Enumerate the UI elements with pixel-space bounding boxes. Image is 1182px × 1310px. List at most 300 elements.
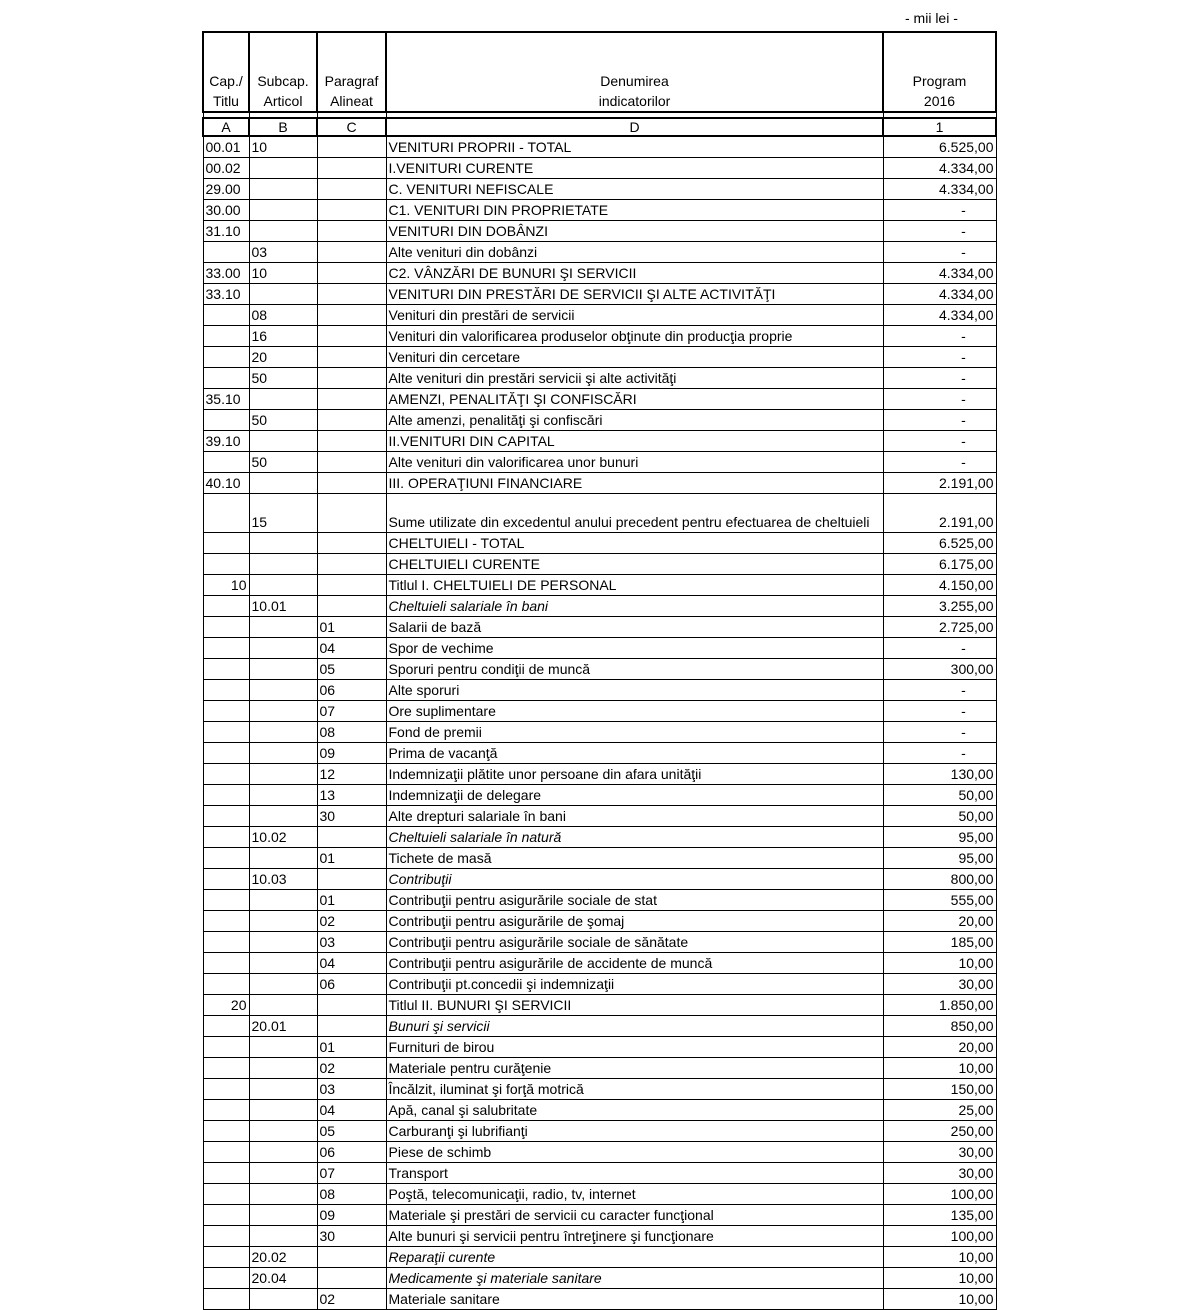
- table-row: [203, 221, 996, 242]
- denumirea-cell: III. OPERAŢIUNI FINANCIARE: [386, 473, 883, 494]
- denumirea-cell: Materiale pentru curăţenie: [386, 1058, 883, 1079]
- paragraf-alineat-cell: 05: [317, 659, 386, 680]
- cap-titlu-cell: [203, 1289, 249, 1310]
- paragraf-alineat-cell: 09: [317, 743, 386, 764]
- cap-titlu-cell: 31.10: [203, 221, 249, 242]
- paragraf-alineat-cell: [317, 1247, 386, 1268]
- subcap-articol-cell: 10.02: [249, 827, 317, 848]
- table-row: [203, 1247, 996, 1268]
- table-row: [203, 764, 996, 785]
- table-row: [203, 806, 996, 827]
- paragraf-alineat-cell: 07: [317, 1163, 386, 1184]
- subcap-articol-cell: 15: [249, 494, 317, 533]
- denumirea-cell: Alte amenzi, penalităţi şi confiscări: [386, 410, 883, 431]
- program-value-cell: 6.175,00: [883, 554, 996, 575]
- denumirea-cell: Contribuţii pt.concedii şi indemnizaţii: [386, 974, 883, 995]
- program-value-cell: 4.334,00: [883, 263, 996, 284]
- subcap-articol-cell: 08: [249, 305, 317, 326]
- paragraf-alineat-cell: 04: [317, 638, 386, 659]
- header-row: [203, 32, 996, 112]
- subcap-articol-cell: [249, 890, 317, 911]
- denumirea-cell: Alte drepturi salariale în bani: [386, 806, 883, 827]
- cap-titlu-cell: [203, 659, 249, 680]
- denumirea-cell: Alte venituri din dobânzi: [386, 242, 883, 263]
- paragraf-alineat-cell: [317, 869, 386, 890]
- program-value-cell: 150,00: [883, 1079, 996, 1100]
- table-row: [203, 743, 996, 764]
- cap-titlu-cell: [203, 1121, 249, 1142]
- denumirea-cell: Carburanţi şi lubrifianţi: [386, 1121, 883, 1142]
- denumirea-cell: Furnituri de birou: [386, 1037, 883, 1058]
- denumirea-cell: Sporuri pentru condiţii de muncă: [386, 659, 883, 680]
- table-row: [203, 1163, 996, 1184]
- table-row: [203, 284, 996, 305]
- header-subcap-articol: Subcap. Articol: [249, 32, 317, 112]
- table-row: [203, 494, 996, 533]
- program-value-cell: -: [883, 701, 996, 722]
- subcap-articol-cell: [249, 848, 317, 869]
- cap-titlu-cell: [203, 764, 249, 785]
- cap-titlu-cell: [203, 452, 249, 473]
- cap-titlu-cell: 39.10: [203, 431, 249, 452]
- cap-titlu-cell: [203, 701, 249, 722]
- paragraf-alineat-cell: 03: [317, 932, 386, 953]
- table-row: [203, 848, 996, 869]
- denumirea-cell: Spor de vechime: [386, 638, 883, 659]
- program-value-cell: 30,00: [883, 974, 996, 995]
- table-row: [203, 911, 996, 932]
- program-value-cell: -: [883, 431, 996, 452]
- program-value-cell: 95,00: [883, 827, 996, 848]
- cap-titlu-cell: [203, 617, 249, 638]
- subcap-articol-cell: 20.01: [249, 1016, 317, 1037]
- subcap-articol-cell: [249, 533, 317, 554]
- denumirea-cell: VENITURI DIN PRESTĂRI DE SERVICII ŞI ALTE ACTIVITĂŢI: [386, 284, 883, 305]
- subcap-articol-cell: [249, 389, 317, 410]
- denumirea-cell: Venituri din prestări de servicii: [386, 305, 883, 326]
- paragraf-alineat-cell: 06: [317, 974, 386, 995]
- subcap-articol-cell: [249, 743, 317, 764]
- paragraf-alineat-cell: 04: [317, 1100, 386, 1121]
- cap-titlu-cell: [203, 785, 249, 806]
- table-row: [203, 869, 996, 890]
- table-row: [203, 305, 996, 326]
- denumirea-cell: I.VENITURI CURENTE: [386, 158, 883, 179]
- paragraf-alineat-cell: [317, 242, 386, 263]
- program-value-cell: 10,00: [883, 1268, 996, 1289]
- subcap-articol-cell: [249, 431, 317, 452]
- table-row: [203, 410, 996, 431]
- paragraf-alineat-cell: 09: [317, 1205, 386, 1226]
- subcap-articol-cell: [249, 932, 317, 953]
- subcap-articol-cell: [249, 1058, 317, 1079]
- subcap-articol-cell: [249, 1079, 317, 1100]
- denumirea-cell: Indemnizaţii plătite unor persoane din afara unităţii: [386, 764, 883, 785]
- paragraf-alineat-cell: 01: [317, 1037, 386, 1058]
- column-letter-row: [203, 118, 996, 136]
- subcap-articol-cell: [249, 680, 317, 701]
- denumirea-cell: CHELTUIELI - TOTAL: [386, 533, 883, 554]
- cap-titlu-cell: 40.10: [203, 473, 249, 494]
- program-value-cell: 850,00: [883, 1016, 996, 1037]
- table-row: [203, 1016, 996, 1037]
- paragraf-alineat-cell: [317, 995, 386, 1016]
- denumirea-cell: Încălzit, iluminat şi forţă motrică: [386, 1079, 883, 1100]
- cap-titlu-cell: [203, 305, 249, 326]
- paragraf-alineat-cell: 07: [317, 701, 386, 722]
- cap-titlu-cell: 30.00: [203, 200, 249, 221]
- table-body: [203, 136, 996, 1310]
- cap-titlu-cell: [203, 1268, 249, 1289]
- denumirea-cell: VENITURI PROPRII - TOTAL: [386, 136, 883, 158]
- cap-titlu-cell: [203, 827, 249, 848]
- program-value-cell: 2.191,00: [883, 473, 996, 494]
- paragraf-alineat-cell: [317, 347, 386, 368]
- program-value-cell: -: [883, 389, 996, 410]
- denumirea-cell: Tichete de masă: [386, 848, 883, 869]
- program-value-cell: -: [883, 200, 996, 221]
- table-row: [203, 1184, 996, 1205]
- subcap-articol-cell: [249, 575, 317, 596]
- table-row: [203, 575, 996, 596]
- denumirea-cell: Piese de schimb: [386, 1142, 883, 1163]
- paragraf-alineat-cell: [317, 263, 386, 284]
- table-row: [203, 1079, 996, 1100]
- cap-titlu-cell: [203, 722, 249, 743]
- paragraf-alineat-cell: [317, 554, 386, 575]
- denumirea-cell: C1. VENITURI DIN PROPRIETATE: [386, 200, 883, 221]
- program-value-cell: 6.525,00: [883, 533, 996, 554]
- paragraf-alineat-cell: 06: [317, 1142, 386, 1163]
- paragraf-alineat-cell: [317, 158, 386, 179]
- subcap-articol-cell: [249, 764, 317, 785]
- cap-titlu-cell: [203, 1184, 249, 1205]
- subcap-articol-cell: [249, 1226, 317, 1247]
- cap-titlu-cell: [203, 911, 249, 932]
- program-value-cell: 10,00: [883, 953, 996, 974]
- cap-titlu-cell: 20: [203, 995, 249, 1016]
- denumirea-cell: Medicamente şi materiale sanitare: [386, 1268, 883, 1289]
- cap-titlu-cell: [203, 1142, 249, 1163]
- denumirea-cell: Bunuri şi servicii: [386, 1016, 883, 1037]
- table-row: [203, 389, 996, 410]
- subcap-articol-cell: [249, 953, 317, 974]
- paragraf-alineat-cell: [317, 473, 386, 494]
- subcap-articol-cell: 16: [249, 326, 317, 347]
- program-value-cell: 30,00: [883, 1142, 996, 1163]
- denumirea-cell: Contribuţii: [386, 869, 883, 890]
- cap-titlu-cell: [203, 974, 249, 995]
- letter-c: C: [317, 118, 386, 136]
- budget-table: [202, 31, 997, 1310]
- subcap-articol-cell: [249, 638, 317, 659]
- program-value-cell: -: [883, 452, 996, 473]
- denumirea-cell: VENITURI DIN DOBÂNZI: [386, 221, 883, 242]
- cap-titlu-cell: [203, 1100, 249, 1121]
- program-value-cell: 20,00: [883, 911, 996, 932]
- denumirea-cell: Fond de premii: [386, 722, 883, 743]
- denumirea-cell: Salarii de bază: [386, 617, 883, 638]
- subcap-articol-cell: [249, 473, 317, 494]
- subcap-articol-cell: 20: [249, 347, 317, 368]
- paragraf-alineat-cell: 05: [317, 1121, 386, 1142]
- cap-titlu-cell: [203, 596, 249, 617]
- program-value-cell: 10,00: [883, 1058, 996, 1079]
- table-row: [203, 179, 996, 200]
- program-value-cell: 185,00: [883, 932, 996, 953]
- cap-titlu-cell: [203, 554, 249, 575]
- paragraf-alineat-cell: [317, 221, 386, 242]
- denumirea-cell: Materiale şi prestări de servicii cu caracter funcţional: [386, 1205, 883, 1226]
- cap-titlu-cell: [203, 410, 249, 431]
- denumirea-cell: Cheltuieli salariale în bani: [386, 596, 883, 617]
- subcap-articol-cell: [249, 974, 317, 995]
- cap-titlu-cell: [203, 638, 249, 659]
- cap-titlu-cell: [203, 1037, 249, 1058]
- subcap-articol-cell: [249, 785, 317, 806]
- subcap-articol-cell: [249, 284, 317, 305]
- paragraf-alineat-cell: [317, 494, 386, 533]
- subcap-articol-cell: [249, 617, 317, 638]
- denumirea-cell: Cheltuieli salariale în natură: [386, 827, 883, 848]
- program-value-cell: 50,00: [883, 785, 996, 806]
- cap-titlu-cell: [203, 932, 249, 953]
- program-value-cell: -: [883, 368, 996, 389]
- subcap-articol-cell: [249, 1163, 317, 1184]
- table-row: [203, 722, 996, 743]
- table-row: [203, 431, 996, 452]
- denumirea-cell: Indemnizaţii de delegare: [386, 785, 883, 806]
- subcap-articol-cell: 50: [249, 410, 317, 431]
- program-value-cell: 6.525,00: [883, 136, 996, 158]
- program-value-cell: 2.191,00: [883, 494, 996, 533]
- program-value-cell: 555,00: [883, 890, 996, 911]
- denumirea-cell: Apă, canal şi salubritate: [386, 1100, 883, 1121]
- program-value-cell: 250,00: [883, 1121, 996, 1142]
- paragraf-alineat-cell: [317, 368, 386, 389]
- program-value-cell: 20,00: [883, 1037, 996, 1058]
- paragraf-alineat-cell: [317, 452, 386, 473]
- paragraf-alineat-cell: 03: [317, 1079, 386, 1100]
- table-row: [203, 200, 996, 221]
- program-value-cell: 3.255,00: [883, 596, 996, 617]
- paragraf-alineat-cell: 01: [317, 890, 386, 911]
- cap-titlu-cell: 00.02: [203, 158, 249, 179]
- paragraf-alineat-cell: 06: [317, 680, 386, 701]
- denumirea-cell: CHELTUIELI CURENTE: [386, 554, 883, 575]
- paragraf-alineat-cell: [317, 200, 386, 221]
- paragraf-alineat-cell: [317, 136, 386, 158]
- paragraf-alineat-cell: 08: [317, 722, 386, 743]
- denumirea-cell: AMENZI, PENALITĂŢI ŞI CONFISCĂRI: [386, 389, 883, 410]
- table-row: [203, 368, 996, 389]
- subcap-articol-cell: [249, 1205, 317, 1226]
- program-value-cell: 30,00: [883, 1163, 996, 1184]
- paragraf-alineat-cell: 02: [317, 911, 386, 932]
- subcap-articol-cell: [249, 722, 317, 743]
- paragraf-alineat-cell: [317, 596, 386, 617]
- denumirea-cell: Titlul II. BUNURI ŞI SERVICII: [386, 995, 883, 1016]
- table-row: [203, 1100, 996, 1121]
- paragraf-alineat-cell: [317, 410, 386, 431]
- denumirea-cell: Alte venituri din valorificarea unor bunuri: [386, 452, 883, 473]
- header-program: Program 2016: [883, 32, 996, 112]
- table-row: [203, 827, 996, 848]
- paragraf-alineat-cell: [317, 575, 386, 596]
- paragraf-alineat-cell: 01: [317, 617, 386, 638]
- denumirea-cell: Sume utilizate din excedentul anului precedent pentru efectuarea de cheltuieli: [386, 494, 883, 533]
- denumirea-cell: Titlul I. CHELTUIELI DE PERSONAL: [386, 575, 883, 596]
- table-row: [203, 1058, 996, 1079]
- table-row: [203, 473, 996, 494]
- cap-titlu-cell: [203, 1058, 249, 1079]
- program-value-cell: 95,00: [883, 848, 996, 869]
- cap-titlu-cell: [203, 869, 249, 890]
- cap-titlu-cell: [203, 368, 249, 389]
- cap-titlu-cell: 00.01: [203, 136, 249, 158]
- cap-titlu-cell: [203, 953, 249, 974]
- paragraf-alineat-cell: [317, 326, 386, 347]
- table-row: [203, 1289, 996, 1310]
- program-value-cell: 50,00: [883, 806, 996, 827]
- table-row: [203, 1142, 996, 1163]
- subcap-articol-cell: [249, 1121, 317, 1142]
- subcap-articol-cell: [249, 701, 317, 722]
- subcap-articol-cell: [249, 1289, 317, 1310]
- denumirea-cell: Alte bunuri şi servicii pentru întreţinere şi funcţionare: [386, 1226, 883, 1247]
- table-row: [203, 533, 996, 554]
- paragraf-alineat-cell: [317, 389, 386, 410]
- subcap-articol-cell: 10: [249, 136, 317, 158]
- cap-titlu-cell: [203, 890, 249, 911]
- paragraf-alineat-cell: 13: [317, 785, 386, 806]
- paragraf-alineat-cell: 30: [317, 806, 386, 827]
- subcap-articol-cell: 20.02: [249, 1247, 317, 1268]
- program-value-cell: -: [883, 680, 996, 701]
- table-row: [203, 701, 996, 722]
- cap-titlu-cell: 35.10: [203, 389, 249, 410]
- paragraf-alineat-cell: [317, 1268, 386, 1289]
- table-row: [203, 890, 996, 911]
- program-value-cell: -: [883, 743, 996, 764]
- table-row: [203, 158, 996, 179]
- table-row: [203, 932, 996, 953]
- table-row: [203, 554, 996, 575]
- program-value-cell: 2.725,00: [883, 617, 996, 638]
- subcap-articol-cell: [249, 995, 317, 1016]
- subcap-articol-cell: 20.04: [249, 1268, 317, 1289]
- denumirea-cell: Prima de vacanţă: [386, 743, 883, 764]
- program-value-cell: 1.850,00: [883, 995, 996, 1016]
- program-value-cell: -: [883, 347, 996, 368]
- cap-titlu-cell: [203, 533, 249, 554]
- denumirea-cell: Materiale sanitare: [386, 1289, 883, 1310]
- program-value-cell: 4.150,00: [883, 575, 996, 596]
- denumirea-cell: II.VENITURI DIN CAPITAL: [386, 431, 883, 452]
- table-row: [203, 785, 996, 806]
- header-paragraf-alineat: Paragraf Alineat: [317, 32, 386, 112]
- subcap-articol-cell: [249, 911, 317, 932]
- denumirea-cell: Alte venituri din prestări servicii şi alte activităţi: [386, 368, 883, 389]
- program-value-cell: 300,00: [883, 659, 996, 680]
- table-row: [203, 953, 996, 974]
- denumirea-cell: Contribuţii pentru asigurările de accidente de muncă: [386, 953, 883, 974]
- paragraf-alineat-cell: [317, 533, 386, 554]
- subcap-articol-cell: [249, 1184, 317, 1205]
- program-value-cell: 4.334,00: [883, 158, 996, 179]
- subcap-articol-cell: [249, 158, 317, 179]
- program-value-cell: 100,00: [883, 1184, 996, 1205]
- paragraf-alineat-cell: 08: [317, 1184, 386, 1205]
- program-value-cell: -: [883, 638, 996, 659]
- subcap-articol-cell: 50: [249, 368, 317, 389]
- table-row: [203, 617, 996, 638]
- program-value-cell: 10,00: [883, 1289, 996, 1310]
- cap-titlu-cell: [203, 494, 249, 533]
- program-value-cell: 25,00: [883, 1100, 996, 1121]
- subcap-articol-cell: [249, 200, 317, 221]
- table-row: [203, 659, 996, 680]
- paragraf-alineat-cell: 02: [317, 1289, 386, 1310]
- letter-b: B: [249, 118, 317, 136]
- denumirea-cell: C. VENITURI NEFISCALE: [386, 179, 883, 200]
- denumirea-cell: Transport: [386, 1163, 883, 1184]
- table-row: [203, 680, 996, 701]
- letter-a: A: [203, 118, 249, 136]
- subcap-articol-cell: [249, 179, 317, 200]
- subcap-articol-cell: [249, 554, 317, 575]
- subcap-articol-cell: 10.01: [249, 596, 317, 617]
- table-row: [203, 638, 996, 659]
- denumirea-cell: Contribuţii pentru asigurările de şomaj: [386, 911, 883, 932]
- program-value-cell: -: [883, 326, 996, 347]
- paragraf-alineat-cell: [317, 179, 386, 200]
- cap-titlu-cell: 33.10: [203, 284, 249, 305]
- cap-titlu-cell: [203, 806, 249, 827]
- paragraf-alineat-cell: 01: [317, 848, 386, 869]
- subcap-articol-cell: 50: [249, 452, 317, 473]
- denumirea-cell: Contribuţii pentru asigurările sociale de stat: [386, 890, 883, 911]
- header-denumirea: Denumirea indicatorilor: [386, 32, 883, 112]
- letter-1: 1: [883, 118, 996, 136]
- paragraf-alineat-cell: [317, 1016, 386, 1037]
- denumirea-cell: Alte sporuri: [386, 680, 883, 701]
- subcap-articol-cell: [249, 221, 317, 242]
- paragraf-alineat-cell: 30: [317, 1226, 386, 1247]
- table-row: [203, 1226, 996, 1247]
- table-row: [203, 326, 996, 347]
- table-row: [203, 347, 996, 368]
- table-row: [203, 263, 996, 284]
- program-value-cell: -: [883, 410, 996, 431]
- subcap-articol-cell: 10: [249, 263, 317, 284]
- subcap-articol-cell: [249, 806, 317, 827]
- paragraf-alineat-cell: 04: [317, 953, 386, 974]
- denumirea-cell: Venituri din valorificarea produselor obţinute din producţia proprie: [386, 326, 883, 347]
- cap-titlu-cell: [203, 1079, 249, 1100]
- unit-label: - mii lei -: [905, 10, 958, 26]
- cap-titlu-cell: [203, 326, 249, 347]
- subcap-articol-cell: [249, 1142, 317, 1163]
- table-row: [203, 452, 996, 473]
- paragraf-alineat-cell: [317, 431, 386, 452]
- denumirea-cell: Venituri din cercetare: [386, 347, 883, 368]
- header-cap-titlu: Cap./ Titlu: [203, 32, 249, 112]
- denumirea-cell: Ore suplimentare: [386, 701, 883, 722]
- subcap-articol-cell: [249, 1037, 317, 1058]
- table-row: [203, 1121, 996, 1142]
- subcap-articol-cell: [249, 659, 317, 680]
